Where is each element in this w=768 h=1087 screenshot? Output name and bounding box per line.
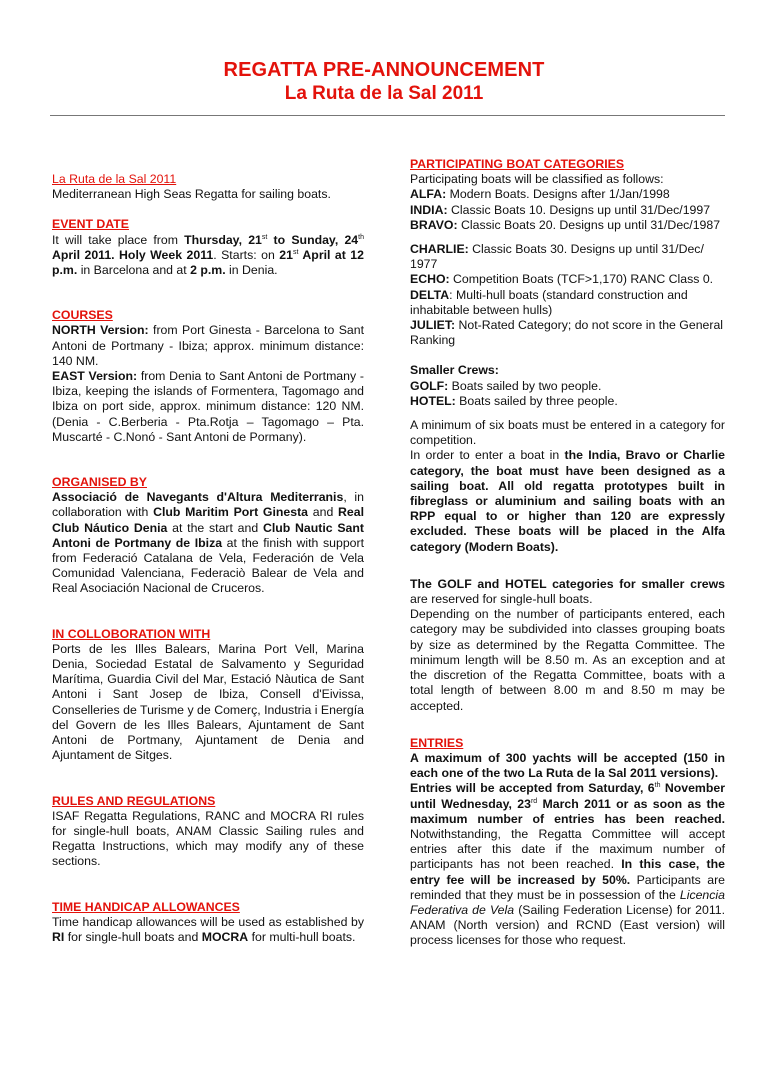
document-subtitle: La Ruta de la Sal 2011 <box>284 83 484 104</box>
left-column <box>52 157 364 945</box>
entries-dates-text: Entries will be accepted from Saturday, 6th November until Wednesday, 23rd March 2011 or as soon as the maximum number of entries has been reached. Notwithstanding, the Regatta Committee will accept entries after this date if the maximum number of participants has not been reached. In this case, the entry fee will be increased by 50%. Participants are reminded that they must be in possession of the Licencia Federativa de Vela (Sailing Federation License) for 2011. ANAM (North version) and RCND (East version) will process licenses for those who request. <box>410 781 726 948</box>
organised-text: Associació de Navegants d'Altura Mediterranis, in collaboration with Club Maritim Port Ginesta and Real Club Náutico Denia at the start and Club Nautic Sant Antoni de Portmany de Ibiza at the finish with support from Federació Catalana de Vela, Federación de Vela Comunidad Valenciana, Federaciò Balear de Vela and Real Asociación Nacional de Cruceros. <box>52 490 365 596</box>
minimum-boats-text: A minimum of six boats must be entered in a category for competition. <box>410 418 725 448</box>
courses-east: EAST Version: from Denia to Sant Antoni de Portmany - Ibiza, keeping the islands of Formentera, Tagomago and Ibiza on port side, approx. minimum distance: 120 NM. (Denia - C.Berberia - Pta.Rotja – Tagomago – Pta. Muscarté - C.Nonó - Sant Antoni de Pormany). <box>52 369 364 444</box>
category-juliet: JULIET: Not-Rated Category; do not score in the General Ranking <box>410 318 724 348</box>
handicap-heading: TIME HANDICAP ALLOWANCES <box>52 899 240 914</box>
handicap-text: Time handicap allowances will be used as established by RI for single-hull boats and MOCRA for multi-hull boats. <box>52 914 364 944</box>
rules-text: ISAF Regatta Regulations, RANC and MOCRA RI rules for single-hull boats, ANAM Classic Sailing rules and Regatta Instructions, which may modify any of these sections. <box>52 808 364 869</box>
category-golf: GOLF: Boats sailed by two people. <box>410 378 602 393</box>
collaboration-heading: IN COLLOBORATION WITH <box>52 626 211 641</box>
category-delta: DELTA: Multi-hull boats (standard construction and inhabitable between hulls) <box>410 287 688 317</box>
golf-hotel-text: The GOLF and HOTEL categories for smaller crews are reserved for single-hull boats. <box>410 576 725 607</box>
header-rule <box>50 115 725 116</box>
eligibility-text: In order to enter a boat in the India, Bravo or Charlie category, the boat must have been designed as a sailing boat. All old regatta prototypes built in fibreglass or aluminium and sailing boats with an RPP equal to or higher than 120 are expressly excluded. These boats will be placed in the Alfa category (Modern Boats). <box>410 448 725 554</box>
category-echo: ECHO: Competition Boats (TCF>1,170) RANC Class 0. <box>410 272 714 287</box>
intro-text: Mediterranean High Seas Regatta for sailing boats. <box>52 187 331 202</box>
right-column <box>410 157 725 949</box>
entries-heading: ENTRIES <box>410 735 464 750</box>
category-alfa: ALFA: Modern Boats. Designs after 1/Jan/1998 <box>410 187 670 202</box>
category-charlie: CHARLIE: Classic Boats 30. Designs up until 31/Dec/ 1977 <box>410 242 704 272</box>
category-bravo: BRAVO: Classic Boats 20. Designs up until 31/Dec/1987 <box>410 217 721 232</box>
courses-north: NORTH Version: from Port Ginesta - Barcelona to Sant Antoni de Portmany - Ibiza; approx. minimum distance: 140 NM. <box>52 323 364 368</box>
categories-intro: Participating boats will be classified as follows: <box>410 172 664 187</box>
collaboration-text: Ports de les Illes Balears, Marina Port Vell, Marina Denia, Sociedad Estatal de Salvamento y Seguridad Marítima, Guardia Civil del Mar, Estació Nàutica de Sant Antoni i Sant Josep de Ibiza, Consell d'Eivissa, Conselleries de Turisme y de Comerç, Industria i Energía del Govern de les Illes Balears, Ajuntament de Sant Antoni de Portmany, Ajuntament de Denia and Ajuntament de Sitges. <box>52 641 364 763</box>
category-hotel: HOTEL: Boats sailed by three people. <box>410 393 618 408</box>
event-date-text: It will take place from Thursday, 21st to Sunday, 24th April 2011. Holy Week 2011. Starts: on 21st April at 12 p.m. in Barcelona and at 2 p.m. in Denia. <box>52 232 364 278</box>
document-header <box>0 58 768 106</box>
document-title: REGATTA PRE-ANNOUNCEMENT <box>223 59 545 81</box>
rules-heading: RULES AND REGULATIONS <box>52 793 216 808</box>
courses-heading: COURSES <box>52 308 113 323</box>
categories-heading: PARTICIPATING BOAT CATEGORIES <box>410 157 625 171</box>
entries-max-text: A maximum of 300 yachts will be accepted (150 in each one of the two La Ruta de la Sal 2011 versions). <box>410 750 725 781</box>
subdivision-text: Depending on the number of participants entered, each category may be subdivided into classes grouping boats by size as determined by the Regatta Committee. The minimum length will be 8.50 m. As an exception and at the discretion of the Regatta Committee, boats with a total length of between 8.00 m and 8.50 m may be accepted. <box>410 607 725 713</box>
organised-heading: ORGANISED BY <box>52 475 147 490</box>
smaller-crews-heading: Smaller Crews: <box>410 363 499 378</box>
intro-heading: La Ruta de la Sal 2011 <box>52 172 177 186</box>
event-date-heading: EVENT DATE <box>52 217 129 232</box>
category-india: INDIA: Classic Boats 10. Designs up until 31/Dec/1997 <box>410 202 711 217</box>
